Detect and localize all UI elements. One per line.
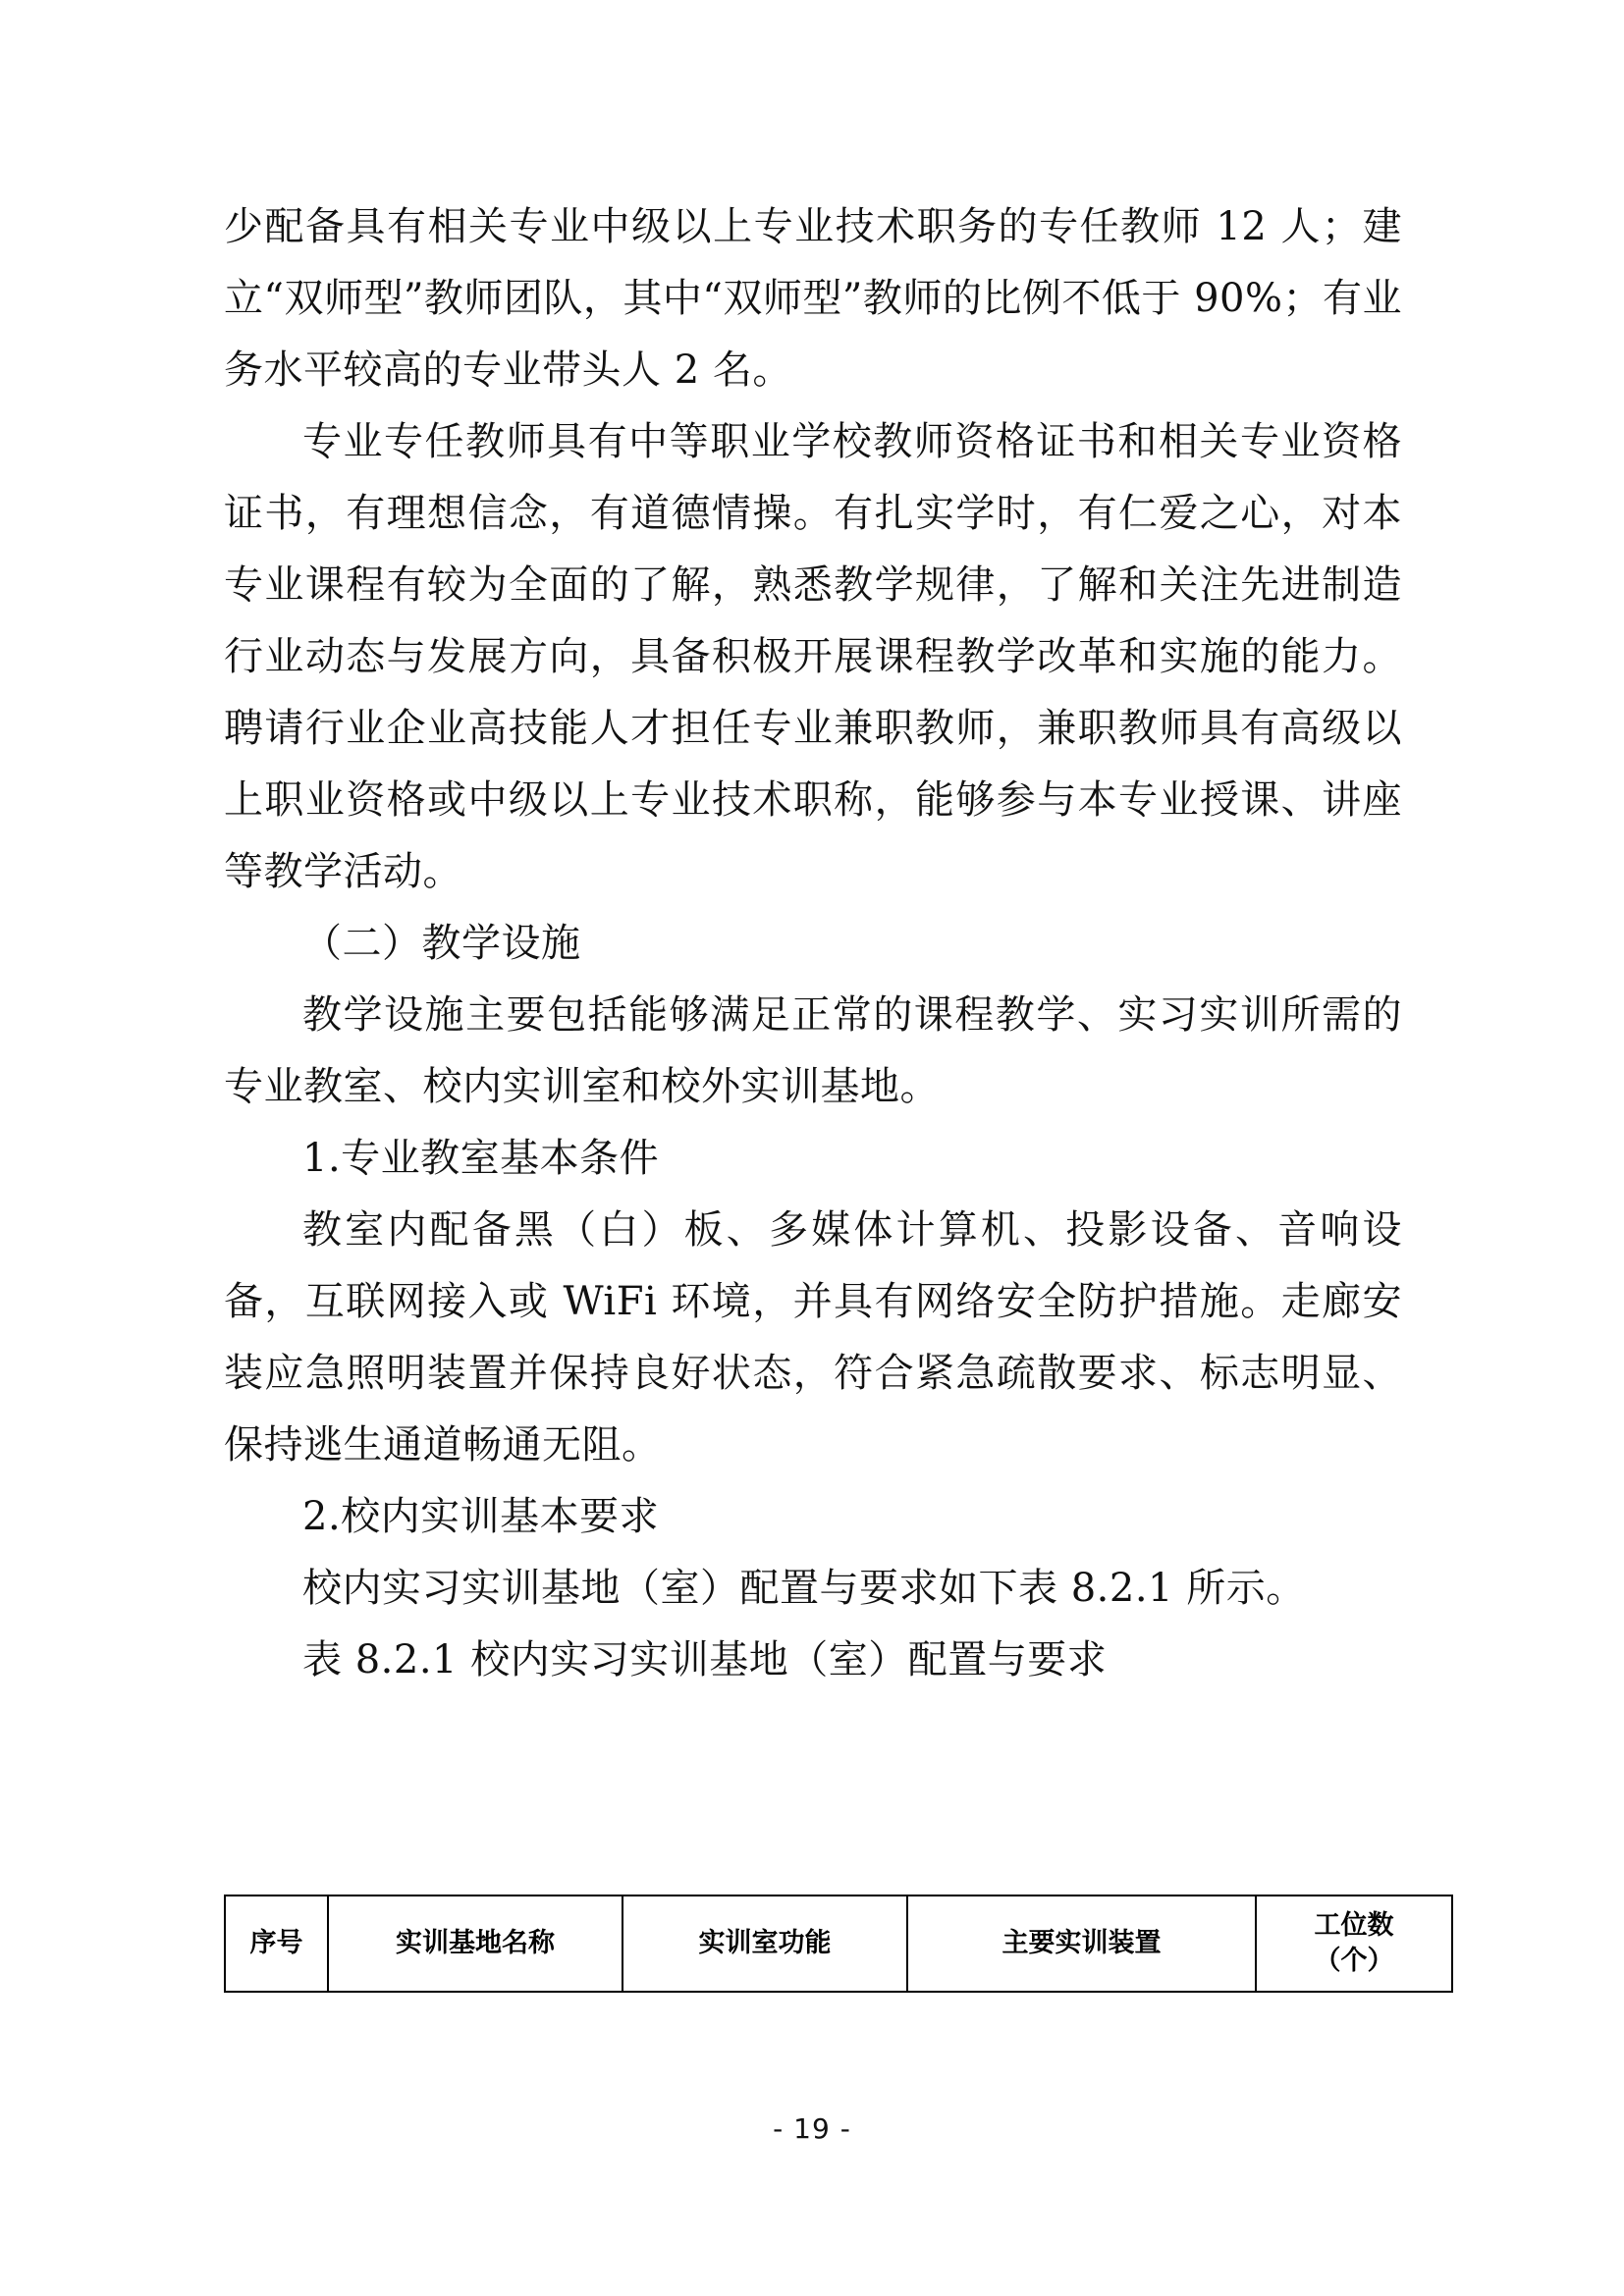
table-header-row bbox=[225, 1896, 1452, 1992]
training-base-table bbox=[224, 1895, 1453, 1993]
paragraph-teacher-qualifications: 专业专任教师具有中等职业学校教师资格证书和相关专业资格证书，有理想信念，有道德情操。有扎实学时，有仁爱之心，对本专业课程有较为全面的了解，熟悉教学规律，了解和关注先进制造行业动态与发展方向，具备积极开展课程教学改革和实施的能力。聘请行业企业高技能人才担任专业兼职教师，兼职教师具有高级以上职业资格或中级以上专业技术职称，能够参与本专业授课、讲座等教学活动。 bbox=[224, 419, 1402, 894]
heading-oncampus-training: 2.校内实训基本要求 bbox=[302, 1494, 660, 1539]
table-header-station-count bbox=[1256, 1896, 1452, 1992]
paragraph-classroom-equipment: 教室内配备黑（白）板、多媒体计算机、投影设备、音响设备，互联网接入或 WiFi 环境，并具有网络安全防护措施。走廊安装应急照明装置并保持良好状态，符合紧急疏散要求、标志明显、保持逃生通道畅通无阻。 bbox=[224, 1207, 1402, 1468]
table-caption: 表 8.2.1 校内实习实训基地（室）配置与要求 bbox=[302, 1637, 1108, 1682]
training-base-table-wrapper bbox=[224, 1895, 1402, 1993]
table-header-index: 序号 bbox=[225, 1896, 328, 1992]
page-body bbox=[224, 191, 1402, 1696]
paragraph-facilities-overview: 教学设施主要包括能够满足正常的课程教学、实习实训所需的专业教室、校内实训室和校外实训基地。 bbox=[224, 992, 1402, 1109]
heading-teaching-facilities: （二）教学设施 bbox=[302, 921, 581, 966]
table-header-main-equipment: 主要实训装置 bbox=[907, 1896, 1256, 1992]
table-header-base-name: 实训基地名称 bbox=[328, 1896, 623, 1992]
table-header-station-count-line2: （个） bbox=[1314, 1946, 1394, 1976]
paragraph-teacher-requirements: 少配备具有相关专业中级以上专业技术职务的专任教师 12 人；建立“双师型”教师团队，其中“双师型”教师的比例不低于 90%；有业务水平较高的专业带头人 2 名。 bbox=[224, 204, 1402, 393]
table-header-room-function: 实训室功能 bbox=[623, 1896, 907, 1992]
paragraph-training-base-reference: 校内实习实训基地（室）配置与要求如下表 8.2.1 所示。 bbox=[302, 1566, 1306, 1611]
table-header-station-count-line1: 工位数 bbox=[1314, 1910, 1394, 1941]
page-number: - 19 - bbox=[773, 2112, 851, 2145]
heading-classroom-conditions: 1.专业教室基本条件 bbox=[302, 1136, 660, 1181]
